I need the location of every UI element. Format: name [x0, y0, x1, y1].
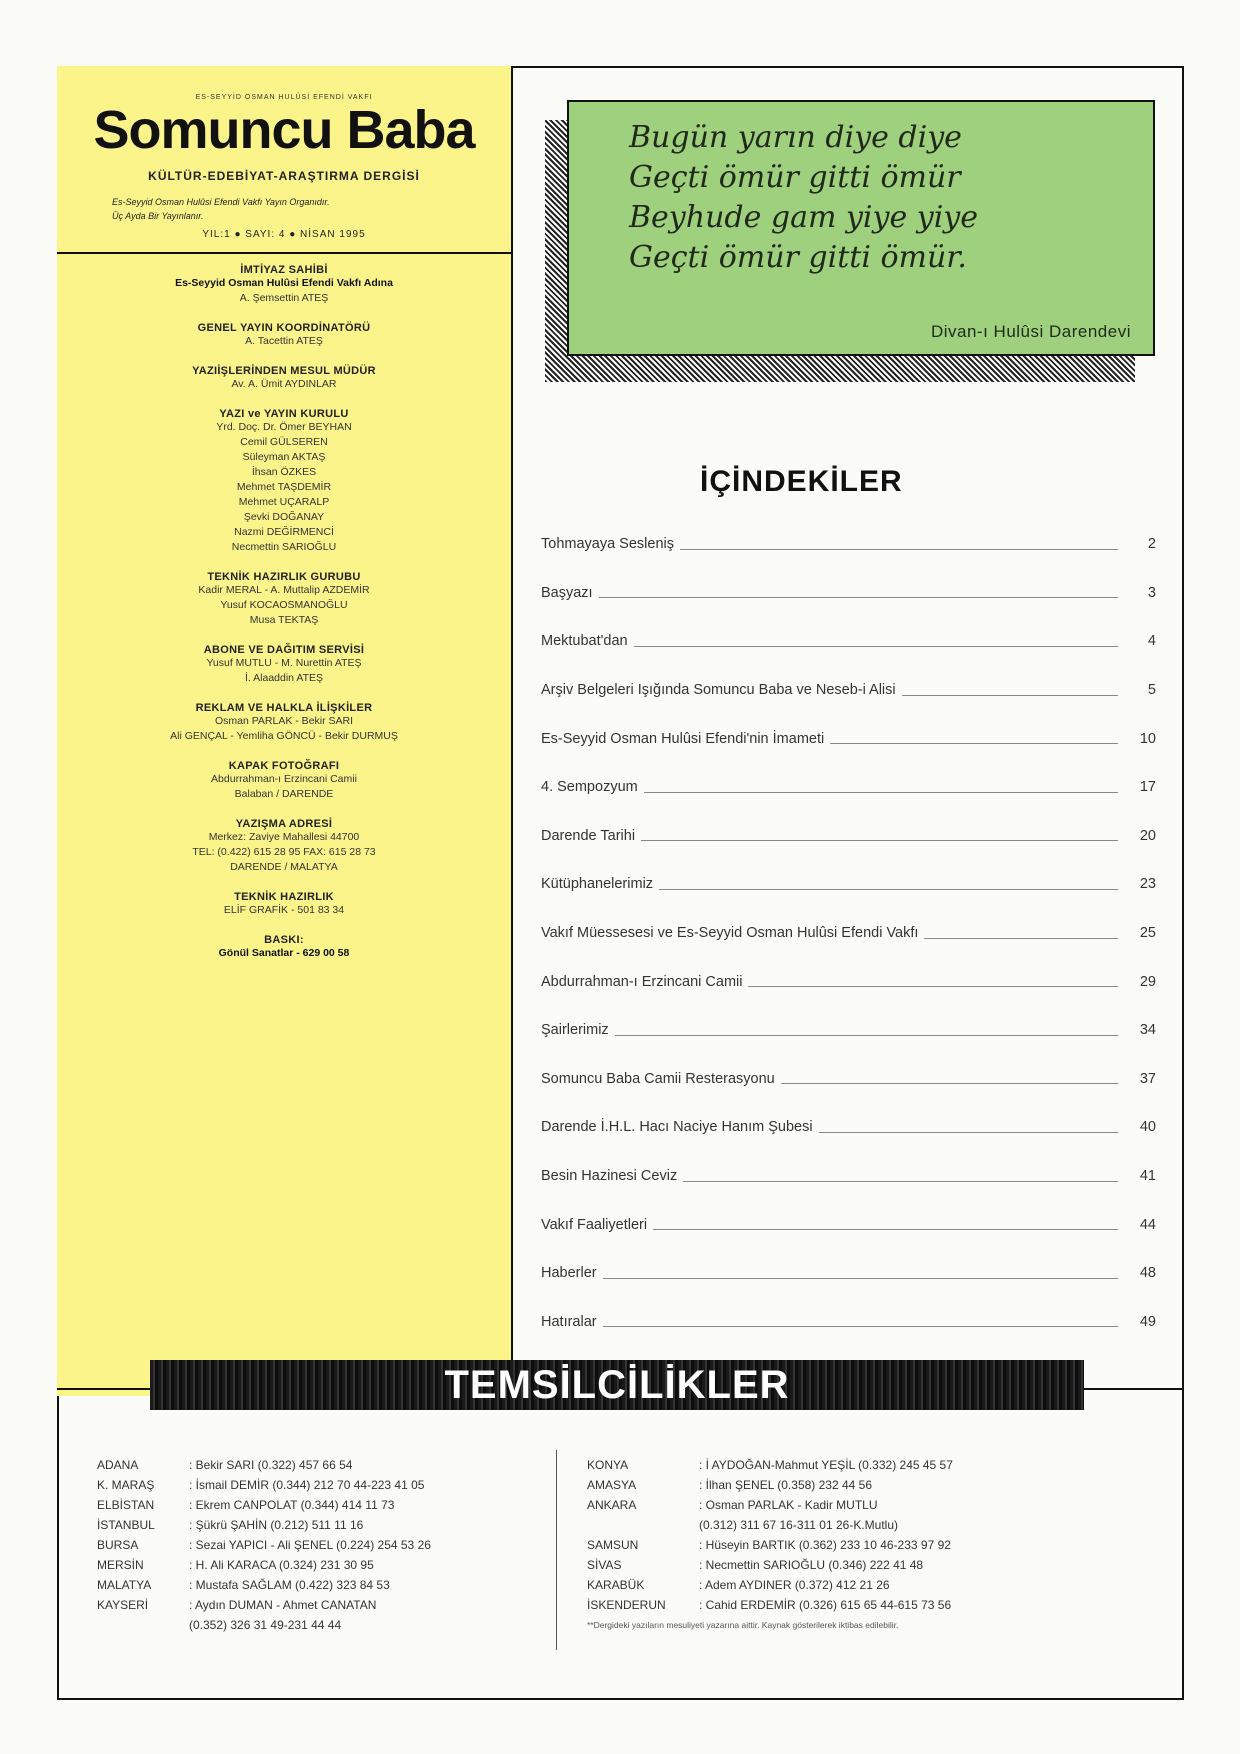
- poem-lines: [569, 102, 1153, 278]
- representative-city: ADANA: [97, 1458, 139, 1472]
- toc-entry: [541, 763, 1156, 812]
- toc-entry-page: 25: [1139, 925, 1156, 942]
- staff-section-line: Yusuf MUTLU - M. Nurettin ATEŞ: [206, 657, 362, 669]
- staff-section: [57, 702, 511, 744]
- representatives-title: TEMSİLCİLİKLER: [444, 1362, 790, 1407]
- toc-entry: [541, 1249, 1156, 1298]
- representative-row: [97, 1515, 557, 1535]
- toc-entry-title: Darende Tarihi: [541, 827, 636, 844]
- toc-entry: [541, 1200, 1156, 1249]
- toc-leader-dots: [603, 1278, 1118, 1279]
- staff-section-line: Merkez: Zaviye Mahallesi 44700: [208, 831, 360, 843]
- toc-entry: [541, 569, 1156, 618]
- toc-leader-dots: [653, 1229, 1118, 1230]
- toc-entry-title: Kütüphanelerimiz: [541, 876, 654, 893]
- foundation-name: ES-SEYYİD OSMAN HULÛSİ EFENDİ VAKFI: [195, 94, 373, 101]
- representative-info: : Sezai YAPICI - Ali ŞENEL (0.224) 254 53 26: [189, 1538, 431, 1552]
- toc-leader-dots: [781, 1083, 1118, 1084]
- representative-row: [587, 1495, 1147, 1515]
- representative-city: ANKARA: [587, 1498, 637, 1512]
- staff-section-line: Yusuf KOCAOSMANOĞLU: [220, 599, 348, 611]
- staff-section: [57, 760, 511, 802]
- toc-entry: [541, 909, 1156, 958]
- toc-entry-page: 10: [1139, 730, 1156, 747]
- toc-entry-page: 44: [1139, 1216, 1156, 1233]
- representatives-right-column: [587, 1455, 1147, 1635]
- staff-section-line: A. Şemsettin ATEŞ: [239, 292, 329, 304]
- staff-section-line: A. Tacettin ATEŞ: [245, 335, 323, 347]
- staff-section-line: İ. Alaaddin ATEŞ: [244, 672, 324, 684]
- representative-row: [587, 1535, 1147, 1555]
- toc-leader-dots: [819, 1132, 1118, 1133]
- representative-row: [587, 1455, 1147, 1475]
- representative-info: : Aydın DUMAN - Ahmet CANATAN: [189, 1598, 377, 1612]
- representative-city: İSKENDERUN: [587, 1598, 666, 1612]
- toc-leader-dots: [902, 695, 1118, 696]
- representative-row: [587, 1555, 1147, 1575]
- toc-entry-page: 3: [1147, 584, 1156, 601]
- staff-section-line: Gönül Sanatlar - 629 00 58: [218, 947, 350, 959]
- toc-entry-page: 23: [1139, 876, 1156, 893]
- representative-city: [587, 1515, 699, 1535]
- staff-section-title: YAZIŞMA ADRESİ: [235, 818, 333, 830]
- representative-row: [97, 1575, 557, 1595]
- staff-section-line: TEL: (0.422) 615 28 95 FAX: 615 28 73: [192, 846, 376, 858]
- publisher-note: [57, 195, 511, 223]
- staff-section-line: Mehmet TAŞDEMİR: [236, 481, 332, 493]
- staff-section-title: YAZIİŞLERİNDEN MESUL MÜDÜR: [192, 365, 376, 377]
- toc-leader-dots: [659, 889, 1118, 890]
- poem-line: Bugün yarın diye diye: [629, 120, 962, 155]
- toc-entry-title: Vakıf Müessesesi ve Es-Seyyid Osman Hulûsi Efendi Vakfı: [541, 925, 919, 942]
- staff-section: [57, 408, 511, 555]
- representatives-left-column: [97, 1455, 557, 1635]
- representative-info: : İ AYDOĞAN-Mahmut YEŞİL (0.332) 245 45 57: [699, 1458, 953, 1472]
- representative-city: SAMSUN: [587, 1538, 639, 1552]
- publisher-note-line: Es-Seyyid Osman Hulûsi Efendi Vakfı Yayın Organıdır.: [112, 197, 330, 207]
- toc-entry: [541, 860, 1156, 909]
- toc-entry-page: 4: [1147, 633, 1156, 650]
- representative-city: [97, 1615, 189, 1635]
- staff-section: [57, 322, 511, 349]
- representative-row: [587, 1595, 1147, 1615]
- toc-entry-page: 48: [1139, 1265, 1156, 1282]
- staff-section-title: BASKI:: [264, 934, 304, 946]
- representative-city: AMASYA: [587, 1478, 637, 1492]
- representative-info: : İlhan ŞENEL (0.358) 232 44 56: [699, 1478, 873, 1492]
- toc-leader-dots: [634, 646, 1118, 647]
- representative-row: [97, 1495, 557, 1515]
- representative-info: : Osman PARLAK - Kadir MUTLU: [699, 1498, 878, 1512]
- magazine-subtitle: KÜLTÜR-EDEBİYAT-ARAŞTIRMA DERGİSİ: [148, 169, 420, 183]
- staff-section-line: Osman PARLAK - Bekir SARI: [214, 715, 354, 727]
- staff-section-title: YAZI ve YAYIN KURULU: [219, 408, 349, 420]
- toc-leader-dots: [599, 597, 1118, 598]
- toc-entry-title: Abdurrahman-ı Erzincani Camii: [541, 973, 743, 990]
- representative-row: [97, 1455, 557, 1475]
- representative-info: : H. Ali KARACA (0.324) 231 30 95: [189, 1558, 374, 1572]
- staff-section: [57, 891, 511, 918]
- poem-box: [567, 100, 1155, 356]
- toc-leader-dots: [644, 792, 1118, 793]
- representative-info: : Mustafa SAĞLAM (0.422) 323 84 53: [189, 1578, 390, 1592]
- representative-info: : İsmail DEMİR (0.344) 212 70 44-223 41 05: [189, 1478, 425, 1492]
- toc-entry: [541, 520, 1156, 569]
- toc-entry-title: Haberler: [541, 1265, 597, 1282]
- representative-info: : Adem AYDINER (0.372) 412 21 26: [699, 1578, 890, 1592]
- masthead: [57, 66, 513, 1396]
- toc-entry-page: 34: [1139, 1022, 1156, 1039]
- staff-section-line: Musa TEKTAŞ: [249, 614, 319, 626]
- toc-entry-title: Somuncu Baba Camii Resterasyonu: [541, 1070, 775, 1087]
- poem-line: Beyhude gam yiye yiye: [629, 200, 978, 235]
- toc-leader-dots: [615, 1035, 1118, 1036]
- representative-row: [97, 1555, 557, 1575]
- toc-entry: [541, 1152, 1156, 1201]
- staff-section-title: İMTİYAZ SAHİBİ: [240, 264, 328, 276]
- staff-section: [57, 365, 511, 392]
- staff-section-line: İhsan ÖZKES: [251, 466, 317, 478]
- toc-entry-title: 4. Sempozyum: [541, 779, 638, 796]
- representative-row: [587, 1515, 1147, 1535]
- toc-entry: [541, 1103, 1156, 1152]
- representative-city: İSTANBUL: [97, 1518, 155, 1532]
- toc-entry: [541, 812, 1156, 861]
- staff-section-title: TEKNİK HAZIRLIK GURUBU: [207, 571, 361, 583]
- poem-line: Geçti ömür gitti ömür: [629, 160, 961, 195]
- toc-entry-page: 41: [1139, 1168, 1156, 1185]
- representative-city: MALATYA: [97, 1578, 152, 1592]
- toc-leader-dots: [748, 986, 1118, 987]
- staff-section: [57, 934, 511, 961]
- representative-info: : Bekir SARI (0.322) 457 66 54: [189, 1458, 353, 1472]
- staff-section-title: KAPAK FOTOĞRAFI: [228, 760, 340, 772]
- table-of-contents: [541, 520, 1156, 1346]
- toc-entry-title: Tohmayaya Sesleniş: [541, 536, 674, 553]
- representative-info: : Cahid ERDEMİR (0.326) 615 65 44-615 73 56: [699, 1598, 952, 1612]
- toc-entry: [541, 617, 1156, 666]
- staff-section: [57, 644, 511, 686]
- staff-section: [57, 571, 511, 628]
- copyright-note: **Dergideki yazıların mesuliyeti yazarına aittir. Kaynak gösterilerek iktibas edilebilir.: [587, 1620, 899, 1630]
- staff-section-line: Mehmet UÇARALP: [238, 496, 330, 508]
- staff-section-line: Necmettin SARIOĞLU: [231, 541, 337, 553]
- poem-author: Divan-ı Hulûsi Darendevi: [930, 322, 1131, 341]
- toc-entry-page: 40: [1139, 1119, 1156, 1136]
- representative-info: (0.312) 311 67 16-311 01 26-K.Mutlu): [699, 1518, 899, 1532]
- staff-sections: [57, 264, 511, 961]
- staff-section-line: Yrd. Doç. Dr. Ömer BEYHAN: [216, 421, 352, 433]
- toc-entry-page: 37: [1139, 1070, 1156, 1087]
- toc-leader-dots: [924, 938, 1118, 939]
- staff-section-line: ELİF GRAFİK - 501 83 34: [223, 904, 345, 916]
- toc-entry-title: Mektubat'dan: [541, 633, 628, 650]
- staff-section-title: REKLAM VE HALKLA İLİŞKİLER: [195, 702, 373, 714]
- representative-city: KAYSERİ: [97, 1598, 149, 1612]
- toc-entry-page: 2: [1147, 536, 1156, 553]
- toc-entry: [541, 1006, 1156, 1055]
- toc-entry-page: 5: [1147, 682, 1156, 699]
- representative-city: SİVAS: [587, 1558, 622, 1572]
- poem-line: Geçti ömür gitti ömür.: [629, 240, 967, 275]
- toc-leader-dots: [641, 840, 1118, 841]
- toc-entry-page: 17: [1139, 779, 1156, 796]
- representative-row: [587, 1575, 1147, 1595]
- staff-section-line: Ali GENÇAL - Yemliha GÖNCÜ - Bekir DURMUŞ: [170, 730, 398, 742]
- toc-entry: [541, 957, 1156, 1006]
- toc-entry: [541, 1298, 1156, 1347]
- representative-city: ELBİSTAN: [97, 1498, 155, 1512]
- staff-section: [57, 818, 511, 875]
- toc-entry-page: 20: [1139, 827, 1156, 844]
- toc-leader-dots: [683, 1181, 1118, 1182]
- representatives-banner: [150, 1360, 1084, 1410]
- toc-entry-title: Besin Hazinesi Ceviz: [541, 1168, 678, 1185]
- representative-info: : Hüseyin BARTIK (0.362) 233 10 46-233 97 92: [699, 1538, 951, 1552]
- representative-info: : Şükrü ŞAHİN (0.212) 511 11 16: [189, 1518, 364, 1532]
- staff-section-title: ABONE VE DAĞITIM SERVİSİ: [203, 644, 365, 656]
- staff-section-line: Av. A. Ümit AYDINLAR: [231, 378, 337, 390]
- frequency-note-line: Üç Ayda Bir Yayınlanır.: [112, 211, 204, 221]
- staff-section-line: Süleyman AKTAŞ: [242, 451, 326, 463]
- representative-city: K. MARAŞ: [97, 1478, 155, 1492]
- representative-city: KARABÜK: [587, 1578, 645, 1592]
- representative-row: [97, 1595, 557, 1615]
- magazine-logo: Somuncu Baba: [93, 100, 475, 160]
- masthead-divider: [57, 252, 511, 254]
- toc-entry-title: Arşiv Belgeleri Işığında Somuncu Baba ve Neseb-i Alisi: [541, 682, 896, 699]
- toc-entry-title: Darende İ.H.L. Hacı Naciye Hanım Şubesi: [541, 1119, 813, 1136]
- column-divider: [556, 1450, 557, 1650]
- toc-entry-page: 49: [1139, 1313, 1156, 1330]
- representative-info: (0.352) 326 31 49-231 44 44: [189, 1618, 342, 1632]
- toc-entry: [541, 1055, 1156, 1104]
- staff-section-line: Şevki DOĞANAY: [243, 511, 325, 523]
- representative-info: : Ekrem CANPOLAT (0.344) 414 11 73: [189, 1498, 395, 1512]
- representative-row: [97, 1475, 557, 1495]
- toc-entry: [541, 714, 1156, 763]
- representative-city: MERSİN: [97, 1558, 144, 1572]
- staff-section-line: Kadir MERAL - A. Muttalip AZDEMİR: [198, 584, 370, 596]
- staff-section-line: Es-Seyyid Osman Hulûsi Efendi Vakfı Adına: [175, 277, 393, 289]
- toc-entry-title: Es-Seyyid Osman Hulûsi Efendi'nin İmameti: [541, 730, 825, 747]
- toc-leader-dots: [830, 743, 1118, 744]
- representative-row: [97, 1615, 557, 1635]
- staff-section-line: DARENDE / MALATYA: [230, 861, 338, 873]
- toc-entry-title: Şairlerimiz: [541, 1022, 609, 1039]
- staff-section-line: Cemil GÜLSEREN: [240, 436, 328, 448]
- representative-info: : Necmettin SARIOĞLU (0.346) 222 41 48: [699, 1558, 924, 1572]
- staff-section-title: TEKNİK HAZIRLIK: [234, 891, 334, 903]
- representative-row: [587, 1475, 1147, 1495]
- toc-leader-dots: [680, 549, 1118, 550]
- representative-row: [97, 1535, 557, 1555]
- toc-entry-title: Başyazı: [541, 584, 593, 601]
- staff-section-title: GENEL YAYIN KOORDİNATÖRÜ: [197, 322, 371, 334]
- issue-info: YIL:1 ● SAYI: 4 ● NİSAN 1995: [202, 229, 366, 240]
- representative-city: KONYA: [587, 1458, 629, 1472]
- staff-section: [57, 264, 511, 306]
- toc-title: İÇİNDEKİLER: [700, 465, 903, 498]
- staff-section-line: Abdurrahman-ı Erzincani Camii: [211, 773, 357, 785]
- staff-section-line: Balaban / DARENDE: [234, 788, 334, 800]
- staff-section-line: Nazmi DEĞİRMENCİ: [234, 526, 334, 538]
- toc-entry-title: Vakıf Faaliyetleri: [541, 1216, 648, 1233]
- toc-entry-title: Hatıralar: [541, 1313, 597, 1330]
- toc-leader-dots: [603, 1326, 1118, 1327]
- representative-city: BURSA: [97, 1538, 139, 1552]
- toc-entry-page: 29: [1139, 973, 1156, 990]
- toc-entry: [541, 666, 1156, 715]
